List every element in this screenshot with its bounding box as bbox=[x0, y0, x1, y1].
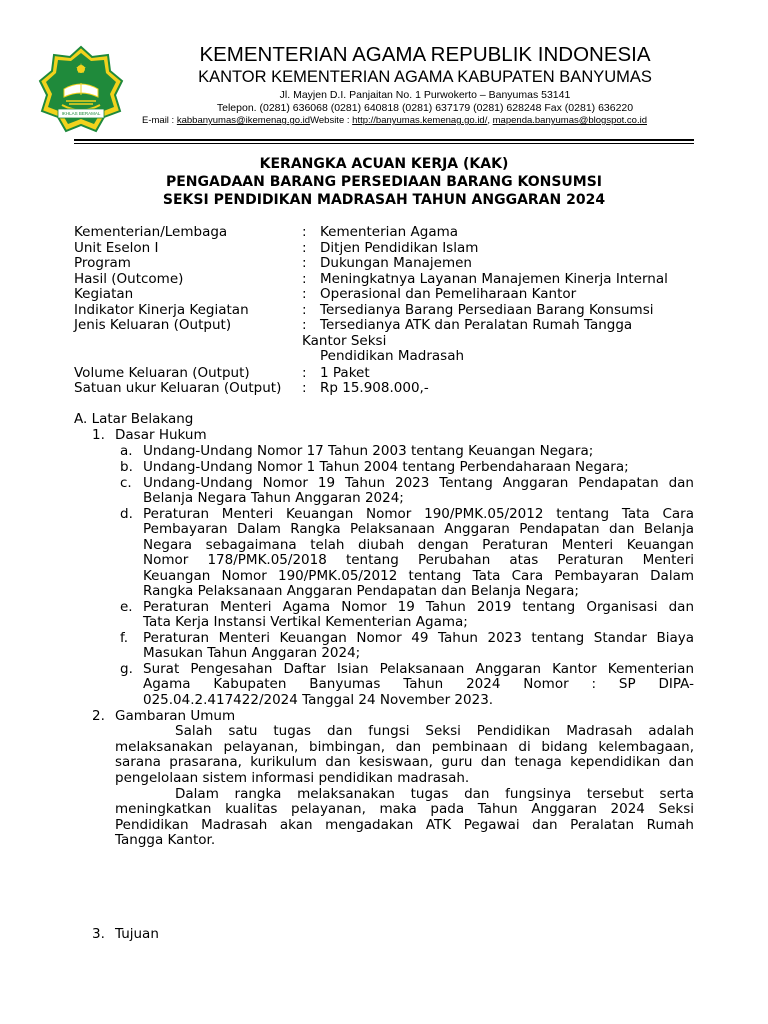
paragraph-line: pengelolaan sistem informasi pendidikan madrasah. bbox=[115, 770, 470, 786]
item-line: Undang-Undang Nomor 17 Tahun 2003 tentang Keuangan Negara; bbox=[143, 443, 594, 459]
meta-key: Unit Eselon I bbox=[74, 239, 159, 256]
ministry-logo bbox=[36, 45, 126, 133]
paragraph-line: Salah satu tugas dan fungsi Seksi Pendidikan Madrasah adalah bbox=[175, 723, 694, 739]
meta-value: Dukungan Manajemen bbox=[320, 255, 472, 271]
item-line: Negara sebagaimana telah diubah dengan Peraturan Menteri Keuangan bbox=[143, 537, 694, 553]
meta-row bbox=[74, 381, 704, 397]
item-line: Peraturan Menteri Keuangan Nomor 49 Tahun 2023 tentang Standar Biaya bbox=[143, 630, 694, 646]
meta-value: Kementerian Agama bbox=[320, 224, 459, 240]
email-link[interactable]: kabbanyumas@ikemenag.go.id bbox=[176, 115, 311, 126]
meta-key: Volume Keluaran (Output) bbox=[74, 364, 250, 381]
meta-row bbox=[74, 366, 704, 382]
item-marker: b. bbox=[120, 459, 133, 475]
section-a-heading: A. Latar Belakang bbox=[74, 411, 194, 427]
letterhead-rule bbox=[74, 139, 694, 141]
meta-sep: : bbox=[302, 224, 307, 240]
meta-sep: : bbox=[302, 380, 307, 396]
meta-value: Tersedianya ATK dan Peralatan Rumah Tangga bbox=[320, 317, 633, 333]
meta-key: Jenis Keluaran (Output) bbox=[74, 317, 232, 333]
doc-title-line2: PENGADAAN BARANG PERSEDIAAN BARANG KONSUMSI bbox=[165, 174, 602, 190]
meta-value: Tersedianya Barang Persediaan Barang Konsumsi bbox=[320, 301, 654, 318]
item-line: Pembayaran Dalam Rangka Pelaksanaan Anggaran Pendapatan dan Belanja bbox=[143, 521, 694, 537]
meta-row bbox=[74, 287, 704, 303]
sub1-number: 1. bbox=[92, 427, 105, 443]
meta-sep: : bbox=[302, 301, 307, 318]
item-line: Tata Kerja Instansi Vertikal Kementerian Agama; bbox=[143, 614, 468, 630]
sub3-title: Tujuan bbox=[115, 926, 159, 942]
item-marker: a. bbox=[120, 443, 133, 459]
meta-sep: : bbox=[302, 239, 307, 256]
meta-value: Meningkatnya Layanan Manajemen Kinerja Internal bbox=[320, 270, 668, 287]
logo-motto: IKHLAS BERAMAL bbox=[61, 111, 101, 116]
meta-sep: : bbox=[302, 255, 307, 271]
paragraph-line: Tangga Kantor. bbox=[115, 832, 216, 848]
paragraph-line: Dalam rangka melaksanakan tugas dan fungsinya tersebut serta bbox=[175, 786, 694, 802]
meta-value: Operasional dan Pemeliharaan Kantor bbox=[320, 286, 577, 302]
meta-row bbox=[74, 272, 704, 288]
item-line: Masukan Tahun Anggaran 2024; bbox=[143, 645, 361, 661]
paragraph-line: melaksanakan pelayanan, bimbingan, dan pembinaan di bidang kelembagaan, bbox=[115, 739, 694, 755]
item-marker: e. bbox=[120, 599, 133, 615]
item-line: 025.04.2.417422/2024 Tanggal 24 November 2023. bbox=[143, 692, 494, 708]
meta-key: Kementerian/Lembaga bbox=[74, 224, 228, 240]
ministry-name: KEMENTERIAN AGAMA REPUBLIK INDONESIA bbox=[199, 43, 651, 66]
meta-key: Indikator Kinerja Kegiatan bbox=[74, 301, 249, 318]
email-label: E-mail : bbox=[142, 115, 177, 126]
item-marker: d. bbox=[120, 506, 133, 522]
sub2-title: Gambaran Umum bbox=[115, 708, 236, 724]
paragraph-line: sarana prasarana, kurikulum dan kesiswaan, guru dan tenaga kependidikan dan bbox=[115, 754, 694, 770]
meta-sep: : bbox=[302, 286, 307, 302]
meta-key: Satuan ukur Keluaran (Output) bbox=[74, 380, 282, 396]
item-line: Nomor 178/PMK.05/2018 tentang Perubahan atas Peraturan Menteri bbox=[143, 552, 694, 568]
item-marker: g. bbox=[120, 661, 133, 677]
sub3-number: 3. bbox=[92, 926, 105, 942]
meta-row bbox=[74, 303, 704, 319]
paragraph-line: meningkatkan kualitas pelayanan, maka pada Tahun Anggaran 2024 Seksi bbox=[115, 801, 694, 817]
meta-row bbox=[74, 256, 704, 272]
meta-key: Program bbox=[74, 255, 131, 271]
sub2-number: 2. bbox=[92, 708, 105, 724]
letterhead-rule-thin bbox=[74, 143, 694, 144]
contact-line bbox=[142, 115, 647, 126]
website-label: Website : bbox=[310, 115, 353, 126]
item-marker: c. bbox=[120, 475, 132, 491]
sub1-title: Dasar Hukum bbox=[115, 427, 207, 443]
item-line: Peraturan Menteri Agama Nomor 19 Tahun 2019 tentang Organisasi dan bbox=[143, 599, 694, 615]
meta-value-continued: Kantor Seksi bbox=[302, 332, 387, 349]
item-line: Undang-Undang Nomor 19 Tahun 2023 Tentang Anggaran Pendapatan dan bbox=[143, 475, 694, 491]
paragraph-line: Pendidikan Madrasah akan mengadakan ATK Pegawai dan Peralatan Rumah bbox=[115, 817, 694, 833]
item-line: Surat Pengesahan Daftar Isian Pelaksanaan Anggaran Kantor Kementerian bbox=[143, 661, 694, 677]
blog-link[interactable]: mapenda.banyumas@blogspot.co.id bbox=[492, 115, 647, 126]
meta-sep: : bbox=[302, 270, 307, 287]
meta-key: Hasil (Outcome) bbox=[74, 270, 184, 287]
meta-value: 1 Paket bbox=[320, 364, 370, 381]
item-marker: f. bbox=[120, 630, 129, 646]
meta-value: Ditjen Pendidikan Islam bbox=[320, 239, 479, 256]
item-line: Peraturan Menteri Keuangan Nomor 190/PMK.05/2012 tentang Tata Cara bbox=[143, 506, 694, 522]
office-name: KANTOR KEMENTERIAN AGAMA KABUPATEN BANYUMAS bbox=[198, 68, 652, 86]
item-line: Keuangan Nomor 190/PMK.05/2012 tentang Tata Cara Pembayaran Dalam bbox=[143, 568, 694, 584]
doc-title-line3: SEKSI PENDIDIKAN MADRASAH TAHUN ANGGARAN 2024 bbox=[162, 192, 606, 208]
meta-row bbox=[74, 225, 704, 241]
meta-value: Rp 15.908.000,- bbox=[320, 380, 429, 396]
item-line: Undang-Undang Nomor 1 Tahun 2004 tentang Perbendaharaan Negara; bbox=[143, 459, 629, 475]
meta-value-continued: Pendidikan Madrasah bbox=[320, 348, 465, 364]
doc-title-line1: KERANGKA ACUAN KERJA (KAK) bbox=[259, 156, 509, 172]
item-line: Rangka Pelaksanaan Anggaran Pendapatan dan Belanja Negara; bbox=[143, 583, 579, 599]
office-address: Jl. Mayjen D.I. Panjaitan No. 1 Purwokerto – Banyumas 53141 bbox=[279, 89, 571, 101]
meta-sep: : bbox=[302, 317, 307, 333]
meta-key: Kegiatan bbox=[74, 286, 134, 302]
item-line: Agama Kabupaten Banyumas Tahun 2024 Nomor : SP DIPA- bbox=[143, 676, 694, 692]
item-line: Belanja Negara Tahun Anggaran 2024; bbox=[143, 490, 404, 506]
meta-sep: : bbox=[302, 364, 307, 381]
meta-row bbox=[74, 318, 704, 334]
blog-separator: , bbox=[487, 115, 493, 126]
meta-row bbox=[74, 241, 704, 257]
office-phone: Telepon. (0281) 636068 (0281) 640818 (0281) 637179 (0281) 628248 Fax (0281) 636220 bbox=[216, 102, 634, 114]
website-link[interactable]: http://banyumas.kemenag.go.id/ bbox=[352, 115, 488, 126]
meta-table bbox=[74, 225, 704, 397]
